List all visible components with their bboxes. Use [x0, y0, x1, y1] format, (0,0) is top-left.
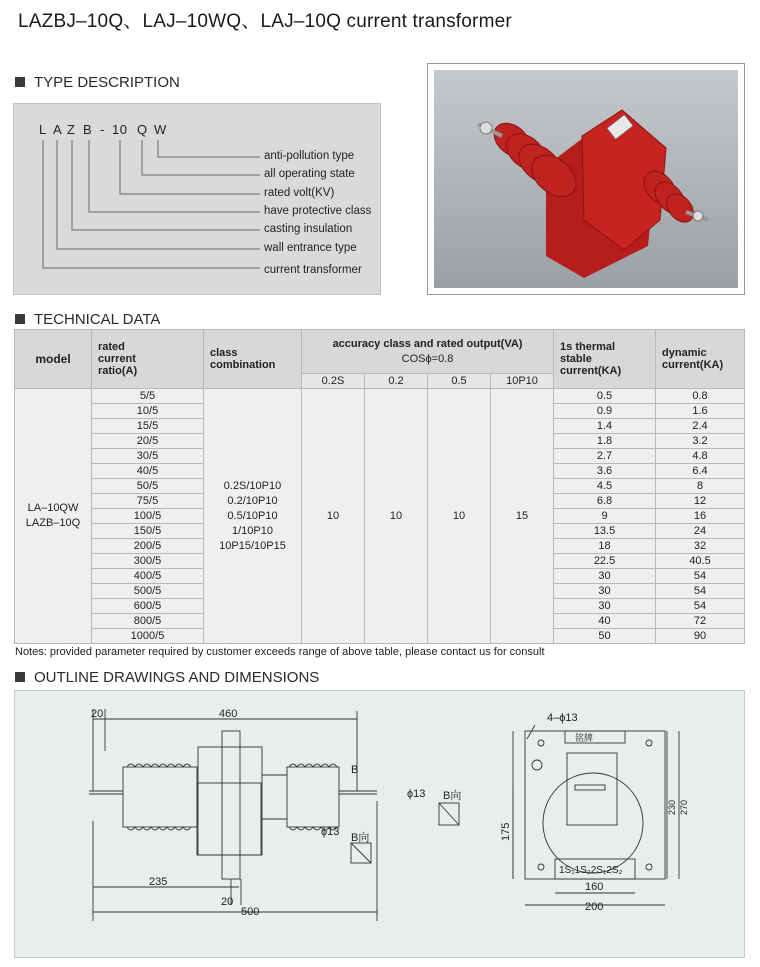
header-class-combination: [204, 330, 302, 389]
header-accuracy-text: accuracy class and rated output(VA): [332, 337, 523, 350]
thermal-current-cell: 50: [554, 629, 656, 644]
rated-output-cell: 10: [428, 389, 491, 644]
class-combo: 1/10P10: [232, 524, 273, 537]
dim-270: 270: [679, 799, 689, 815]
rated-current-cell: 50/5: [92, 479, 204, 494]
thermal-current-cell: 9: [554, 509, 656, 524]
dynamic-current-cell: 8: [656, 479, 745, 494]
thermal-current-cell: 6.8: [554, 494, 656, 509]
product-photo: [427, 63, 745, 295]
header-dynamic-text: dynamic current(KA): [662, 347, 724, 371]
header-rated-current: [92, 330, 204, 389]
dynamic-current-cell: 16: [656, 509, 745, 524]
type-label: have protective class: [264, 205, 372, 217]
header-rated-current-text: rated current ratio(A): [98, 341, 138, 377]
type-label: casting insulation: [264, 223, 353, 235]
header-accuracy: [302, 330, 554, 374]
model-letter: L: [39, 122, 47, 137]
dim-200: 200: [585, 901, 604, 913]
dynamic-current-cell: 1.6: [656, 404, 745, 419]
transformer-illustration: [434, 70, 738, 288]
model-letter: B: [83, 122, 93, 137]
type-description-heading-text: TYPE DESCRIPTION: [34, 74, 180, 91]
rated-current-cell: 5/5: [92, 389, 204, 404]
dynamic-current-cell: 90: [656, 629, 745, 644]
technical-data-body: [15, 389, 745, 644]
thermal-current-cell: 30: [554, 569, 656, 584]
type-label: current transformer: [264, 264, 362, 276]
dim-175: 175: [500, 822, 512, 841]
thermal-current-cell: 13.5: [554, 524, 656, 539]
class-combo: 0.5/10P10: [227, 509, 278, 522]
dynamic-current-cell: 72: [656, 614, 745, 629]
thermal-current-cell: 30: [554, 584, 656, 599]
rated-current-cell: 200/5: [92, 539, 204, 554]
class-combination-cell: [204, 389, 302, 644]
dim-160: 160: [585, 881, 604, 893]
dynamic-current-cell: 0.8: [656, 389, 745, 404]
header-class-10p10: 10P10: [491, 374, 554, 389]
rated-current-cell: 100/5: [92, 509, 204, 524]
product-photo-image: [434, 70, 738, 288]
model-letter: Z: [67, 122, 76, 137]
rated-current-cell: 75/5: [92, 494, 204, 509]
rated-current-cell: 400/5: [92, 569, 204, 584]
type-label: all operating state: [264, 168, 355, 180]
rated-current-cell: 150/5: [92, 524, 204, 539]
class-combo: 0.2/10P10: [227, 494, 278, 507]
model-name: LA–10QW: [27, 502, 79, 514]
class-combo: 0.2S/10P10: [223, 479, 282, 492]
technical-data-heading-text: TECHNICAL DATA: [34, 311, 161, 328]
technical-data-heading: [15, 311, 160, 328]
type-description-panel: [13, 103, 381, 295]
rated-current-cell: 800/5: [92, 614, 204, 629]
thermal-current-cell: 1.4: [554, 419, 656, 434]
model-letter: A: [53, 122, 63, 137]
rated-current-cell: 500/5: [92, 584, 204, 599]
header-dynamic: [656, 330, 745, 389]
label-b-direction-b: B向: [443, 790, 462, 802]
model-letter: W: [154, 122, 167, 137]
thermal-current-cell: 4.5: [554, 479, 656, 494]
dynamic-current-cell: 54: [656, 584, 745, 599]
type-label: anti-pollution type: [264, 150, 355, 162]
dim-phi13-a: ϕ13: [321, 826, 340, 838]
dynamic-current-cell: 54: [656, 569, 745, 584]
dynamic-current-cell: 40.5: [656, 554, 745, 569]
thermal-current-cell: 1.8: [554, 434, 656, 449]
model-letter: Q: [137, 122, 148, 137]
outline-drawing: [15, 691, 744, 957]
rated-output-cell: 15: [491, 389, 554, 644]
rated-output-cell: 10: [302, 389, 365, 644]
technical-data-table: [14, 329, 745, 644]
dim-500: 500: [241, 906, 260, 918]
table-row: [15, 389, 745, 404]
outline-heading-text: OUTLINE DRAWINGS AND DIMENSIONS: [34, 669, 320, 686]
dynamic-current-cell: 24: [656, 524, 745, 539]
table-notes: Notes: provided parameter required by customer exceeds range of above table, please contact us for consult: [15, 646, 545, 658]
outline-drawing-panel: [14, 690, 745, 958]
heading-bullet: [15, 672, 25, 682]
dim-holes: 4–ϕ13: [547, 712, 578, 724]
dynamic-current-cell: 3.2: [656, 434, 745, 449]
dynamic-current-cell: 4.8: [656, 449, 745, 464]
dim-20-top: 20: [91, 708, 104, 720]
type-description-heading: [15, 74, 180, 91]
thermal-current-cell: 0.9: [554, 404, 656, 419]
header-class-combination-text: class combination: [210, 347, 276, 371]
page-title: LAZBJ–10Q、LAJ–10WQ、LAJ–10Q current transformer: [18, 11, 512, 32]
dynamic-current-cell: 6.4: [656, 464, 745, 479]
thermal-current-cell: 18: [554, 539, 656, 554]
heading-bullet: [15, 77, 25, 87]
dim-phi13-b: ϕ13: [407, 788, 426, 800]
label-b: B: [351, 764, 359, 776]
dynamic-current-cell: 12: [656, 494, 745, 509]
terminal-labels: 1S₁1S₂2S₁2S₂: [559, 865, 623, 876]
dynamic-current-cell: 2.4: [656, 419, 745, 434]
model-letter: -: [100, 122, 105, 137]
rated-current-cell: 10/5: [92, 404, 204, 419]
model-cell: [15, 389, 92, 644]
header-thermal-text: 1s thermal stable current(KA): [560, 341, 622, 377]
heading-bullet: [15, 314, 25, 324]
rated-current-cell: 1000/5: [92, 629, 204, 644]
rated-output-cell: 10: [365, 389, 428, 644]
rated-current-cell: 30/5: [92, 449, 204, 464]
type-label: rated volt(KV): [264, 187, 335, 199]
dim-235: 235: [149, 876, 168, 888]
nameplate-label: 铭牌: [575, 733, 594, 743]
rated-current-cell: 600/5: [92, 599, 204, 614]
dim-230: 230: [667, 799, 677, 815]
dim-20-bottom: 20: [221, 896, 234, 908]
header-cos: COSϕ=0.8: [401, 352, 454, 365]
class-combo: 10P15/10P15: [219, 539, 286, 552]
header-class-05: 0.5: [428, 374, 491, 389]
thermal-current-cell: 0.5: [554, 389, 656, 404]
thermal-current-cell: 2.7: [554, 449, 656, 464]
outline-heading: [15, 669, 319, 686]
dynamic-current-cell: 32: [656, 539, 745, 554]
dim-460: 460: [219, 708, 238, 720]
label-b-direction-a: B向: [351, 832, 370, 844]
type-label: wall entrance type: [264, 242, 357, 254]
thermal-current-cell: 40: [554, 614, 656, 629]
header-thermal: [554, 330, 656, 389]
header-class-02s: 0.2S: [302, 374, 365, 389]
rated-current-cell: 15/5: [92, 419, 204, 434]
thermal-current-cell: 22.5: [554, 554, 656, 569]
model-letter: 10: [112, 122, 128, 137]
model-name: LAZB–10Q: [25, 517, 81, 529]
rated-current-cell: 300/5: [92, 554, 204, 569]
header-class-02: 0.2: [365, 374, 428, 389]
rated-current-cell: 40/5: [92, 464, 204, 479]
thermal-current-cell: 3.6: [554, 464, 656, 479]
dynamic-current-cell: 54: [656, 599, 745, 614]
thermal-current-cell: 30: [554, 599, 656, 614]
header-model: model: [15, 330, 92, 389]
rated-current-cell: 20/5: [92, 434, 204, 449]
